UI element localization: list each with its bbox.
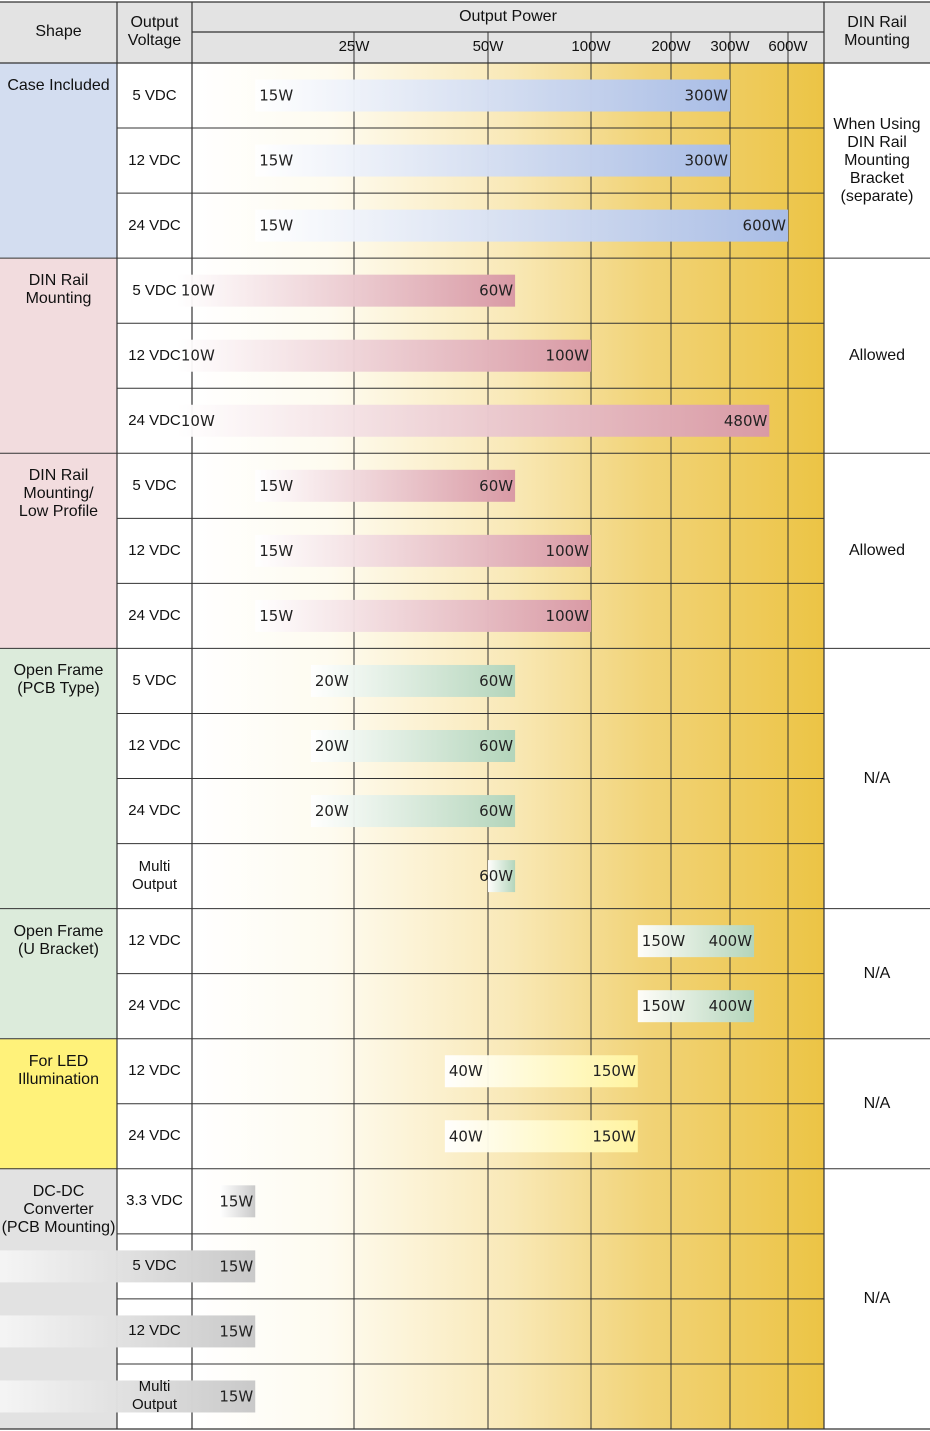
bar-min-label: 15W [259,151,294,170]
voltage-label: 12 VDC [128,541,181,559]
bar-max-label: 100W [545,346,589,365]
bar-max-label: 60W [479,476,514,495]
bar-max-label: 60W [479,867,514,886]
bar-max-label: 300W [684,151,728,170]
voltage-label: 12 VDC [128,151,181,169]
header-output-voltage: Output Voltage [127,14,182,49]
bar-min-label: 20W [314,802,349,821]
din-rail-value: N/A [863,769,891,787]
bar-max-label: 60W [479,737,514,755]
bar-max-label: 15W [219,1192,254,1211]
x-tick-label: 300W [710,38,750,55]
bar-min-label: 20W [314,737,349,755]
power-range-bar [255,145,730,177]
bar-max-label: 60W [479,802,514,821]
voltage-label: 24 VDC [128,411,181,429]
bar-min-label: 20W [314,671,349,690]
voltage-label: Multi Output [131,858,178,894]
voltage-label: 24 VDC [128,802,181,820]
shape-label: For LED Illumination [18,1052,99,1088]
power-range-bar [255,80,730,112]
din-rail-value: N/A [863,964,891,982]
din-rail-value: N/A [863,1289,891,1307]
voltage-label: 12 VDC [128,932,181,950]
bar-min-label: 40W [448,1127,483,1146]
power-range-bar [255,600,591,632]
bar-max-label: 100W [545,606,589,625]
voltage-label: 24 VDC [128,216,181,234]
voltage-label: 24 VDC [128,997,181,1015]
din-rail-value: Allowed [848,541,906,559]
voltage-label: 12 VDC [128,346,181,364]
bar-min-label: 150W [641,932,686,951]
bar-max-label: 400W [708,997,753,1016]
bar-max-label: 150W [592,1127,636,1146]
bar-min-label: 15W [259,86,294,105]
bar-min-label: 10W [180,411,215,430]
bar-max-label: 150W [592,1062,636,1081]
voltage-label: 5 VDC [132,476,177,494]
bar-max-label: 100W [545,541,589,560]
power-range-bar [255,210,788,242]
bar-max-label: 15W [219,1322,254,1341]
shape-label: Open Frame (U Bracket) [13,922,104,958]
shape-label: Open Frame (PCB Type) [13,662,104,698]
bar-max-label: 600W [742,216,786,235]
x-tick-label: 100W [571,38,611,55]
bar-min-label: 15W [259,541,294,560]
shape-label: DIN Rail Mounting [25,272,92,308]
bar-max-label: 15W [219,1257,254,1276]
header-output-power: Output Power [459,8,557,25]
shape-label: Case Included [7,77,110,94]
bar-max-label: 60W [479,671,514,690]
x-tick-label: 200W [651,38,691,55]
bar-max-label: 15W [219,1387,254,1406]
bar-max-label: 60W [479,281,514,300]
voltage-label: 5 VDC [132,671,177,689]
voltage-label: 3.3 VDC [126,1192,183,1210]
x-tick-label: 600W [768,38,808,55]
bar-min-label: 150W [641,997,686,1016]
bar-min-label: 15W [259,216,294,235]
power-range-bar [255,535,591,567]
voltage-label: 12 VDC [128,1062,181,1080]
bar-min-label: 10W [180,281,215,300]
voltage-label: 5 VDC [132,1257,177,1275]
voltage-label: 12 VDC [128,736,181,754]
bar-min-label: 15W [259,606,294,625]
voltage-label: 5 VDC [132,86,177,104]
bar-max-label: 300W [684,86,728,105]
bar-min-label: 40W [448,1062,483,1081]
voltage-label: Multi Output [131,1378,178,1414]
voltage-label: 24 VDC [128,1127,181,1145]
bar-max-label: 480W [723,411,768,430]
power-range-bar [255,470,515,502]
voltage-label: 5 VDC [132,281,177,299]
bar-max-label: 400W [708,932,753,951]
header-din-rail-mounting: DIN Rail Mounting [844,14,910,49]
shape-label: DC-DC Converter (PCB Mounting) [1,1182,116,1236]
header-shape: Shape [35,23,82,40]
bar-min-label: 15W [259,476,294,495]
power-range-bar [177,405,769,437]
power-range-bar [177,340,591,372]
voltage-label: 24 VDC [128,606,181,624]
din-rail-value: When Using DIN Rail Mounting Bracket (separate) [833,115,921,205]
x-tick-label: 50W [472,38,504,55]
power-range-bar [177,275,515,307]
voltage-label: 12 VDC [128,1322,181,1340]
bar-min-label: 10W [180,346,215,365]
din-rail-value: N/A [863,1094,891,1112]
din-rail-value: Allowed [848,346,906,364]
shape-label: DIN Rail Mounting/ Low Profile [18,467,99,521]
x-tick-label: 25W [338,38,370,55]
